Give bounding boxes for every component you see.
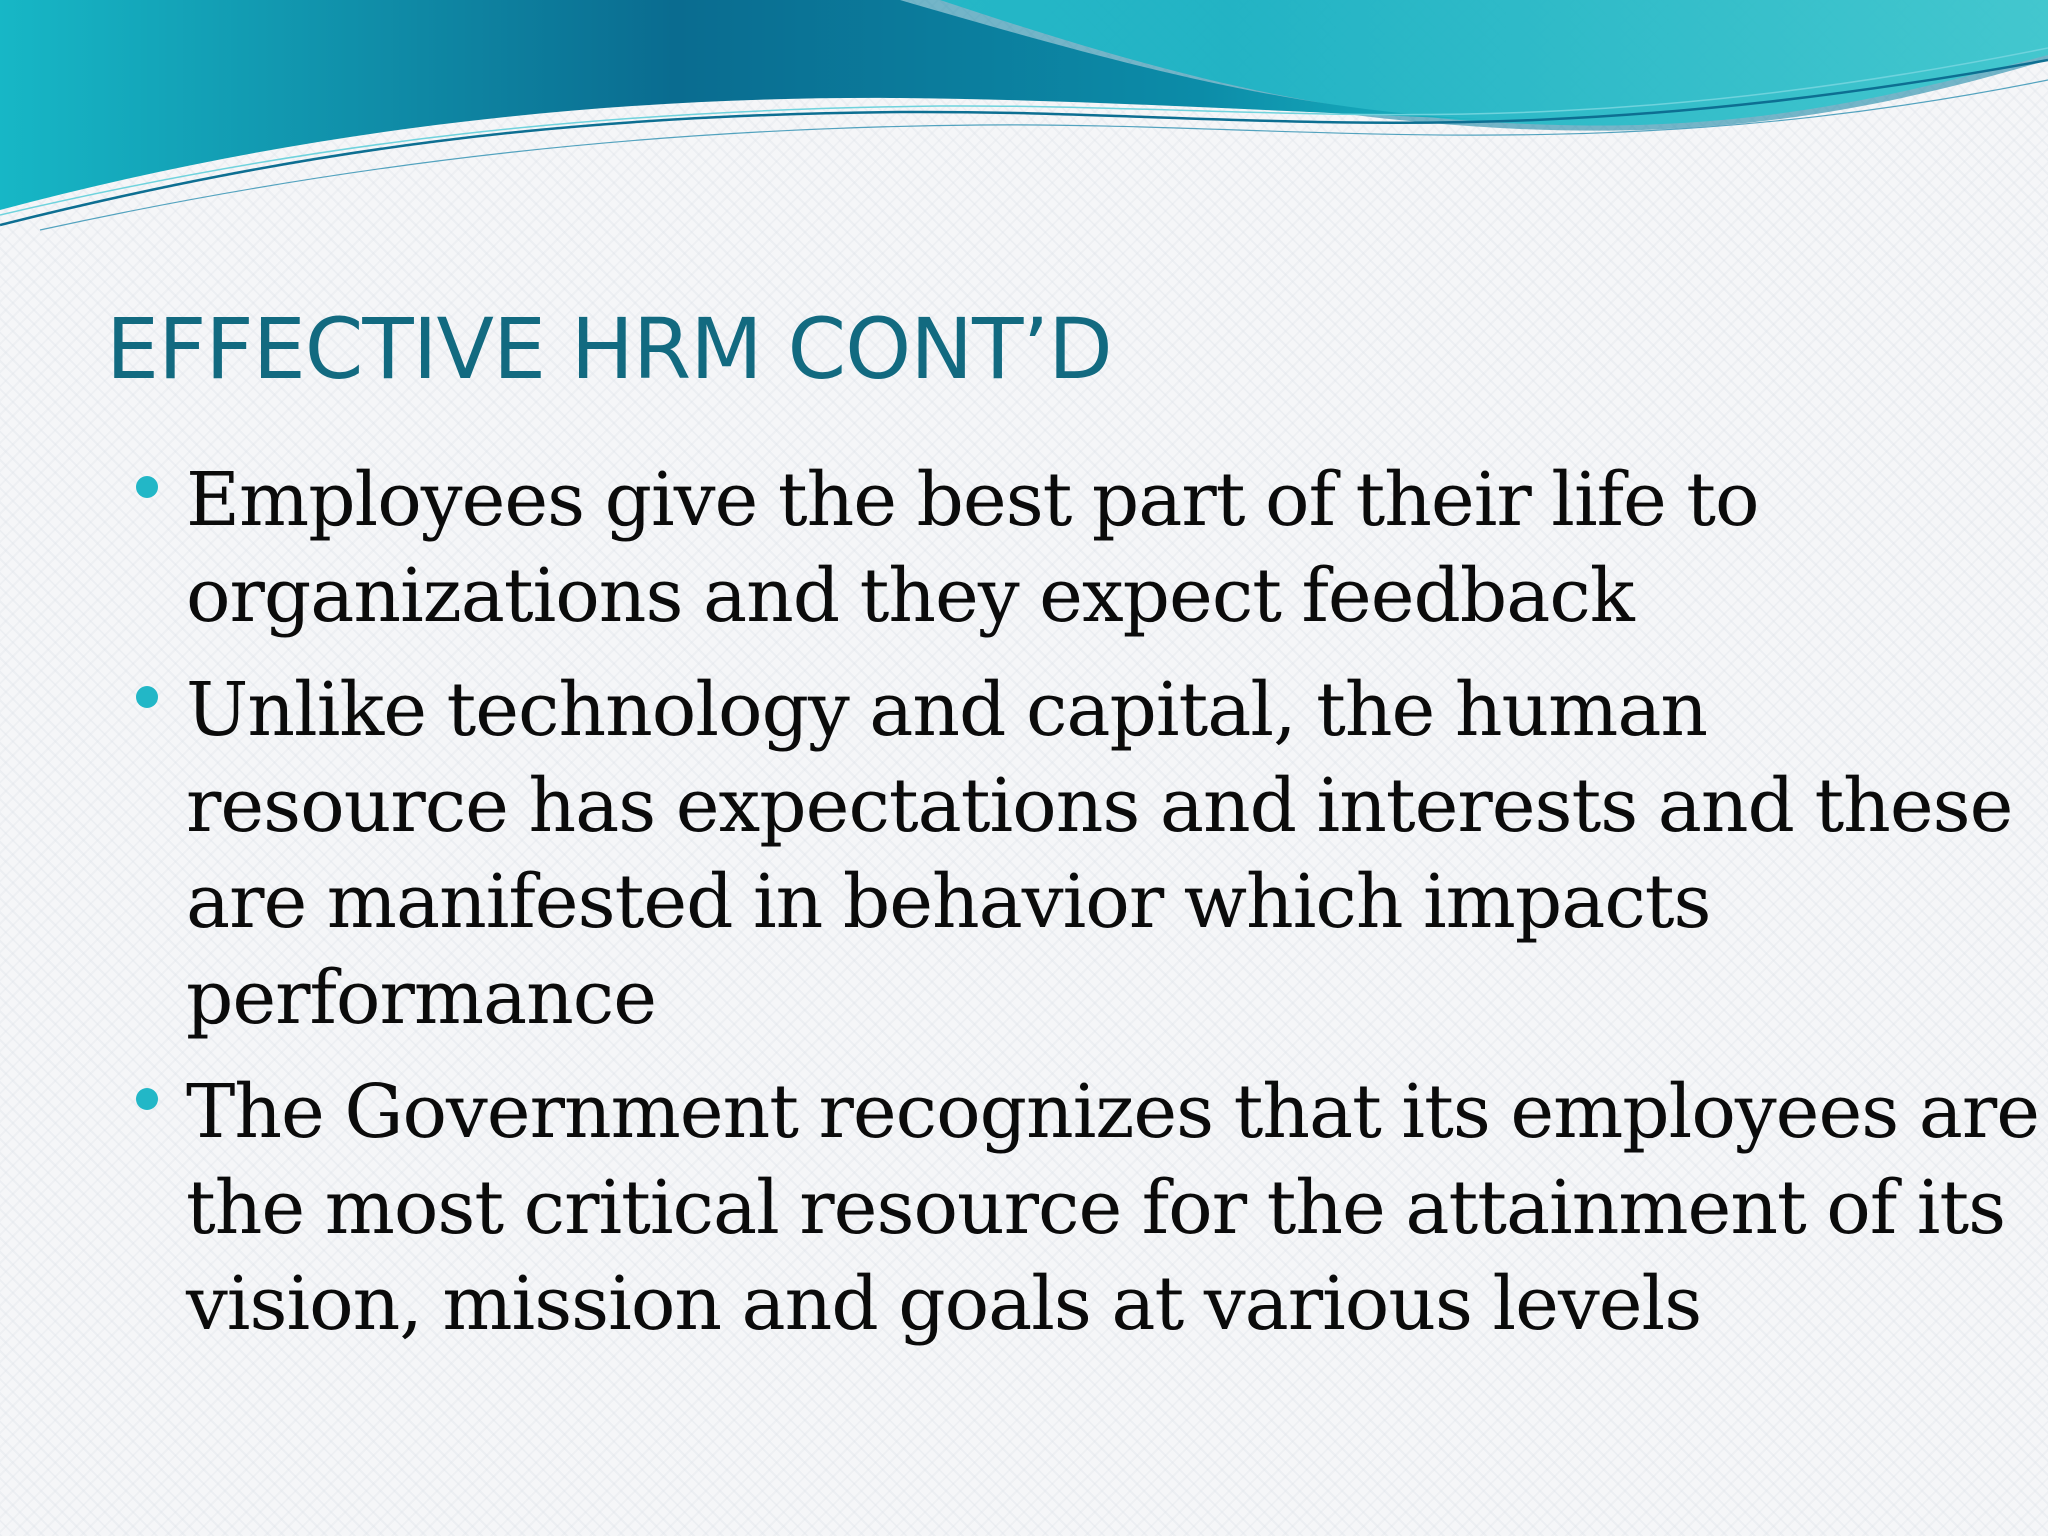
bullet-line: vision, mission and goals at various levels [186, 1261, 1702, 1347]
bullet-text [186, 662, 2013, 1046]
bullet-line: The Government recognizes that its employees are [186, 1069, 2040, 1155]
bullet-line: organizations and they expect feedback [186, 553, 1634, 639]
bullet-text [186, 1064, 2040, 1352]
round-bullet-icon [136, 686, 158, 708]
bullet-list [136, 452, 2040, 1370]
bullet-line: resource has expectations and interests and these [186, 763, 2013, 849]
bullet-line: performance [186, 955, 657, 1041]
bullet-line: Unlike technology and capital, the human [186, 667, 1708, 753]
bullet-item [136, 1064, 2040, 1352]
bullet-line: are manifested in behavior which impacts [186, 859, 1711, 945]
bullet-item [136, 452, 1996, 644]
bullet-item [136, 662, 2013, 1046]
bullet-line: Employees give the best part of their life to [186, 457, 1759, 543]
round-bullet-icon [136, 476, 158, 498]
bullet-text [186, 452, 1996, 644]
wave-decoration [0, 0, 2048, 240]
round-bullet-icon [136, 1088, 158, 1110]
bullet-line: the most critical resource for the attainment of its [186, 1165, 2006, 1251]
slide-title: EFFECTIVE HRM CONT’D [106, 300, 1112, 398]
